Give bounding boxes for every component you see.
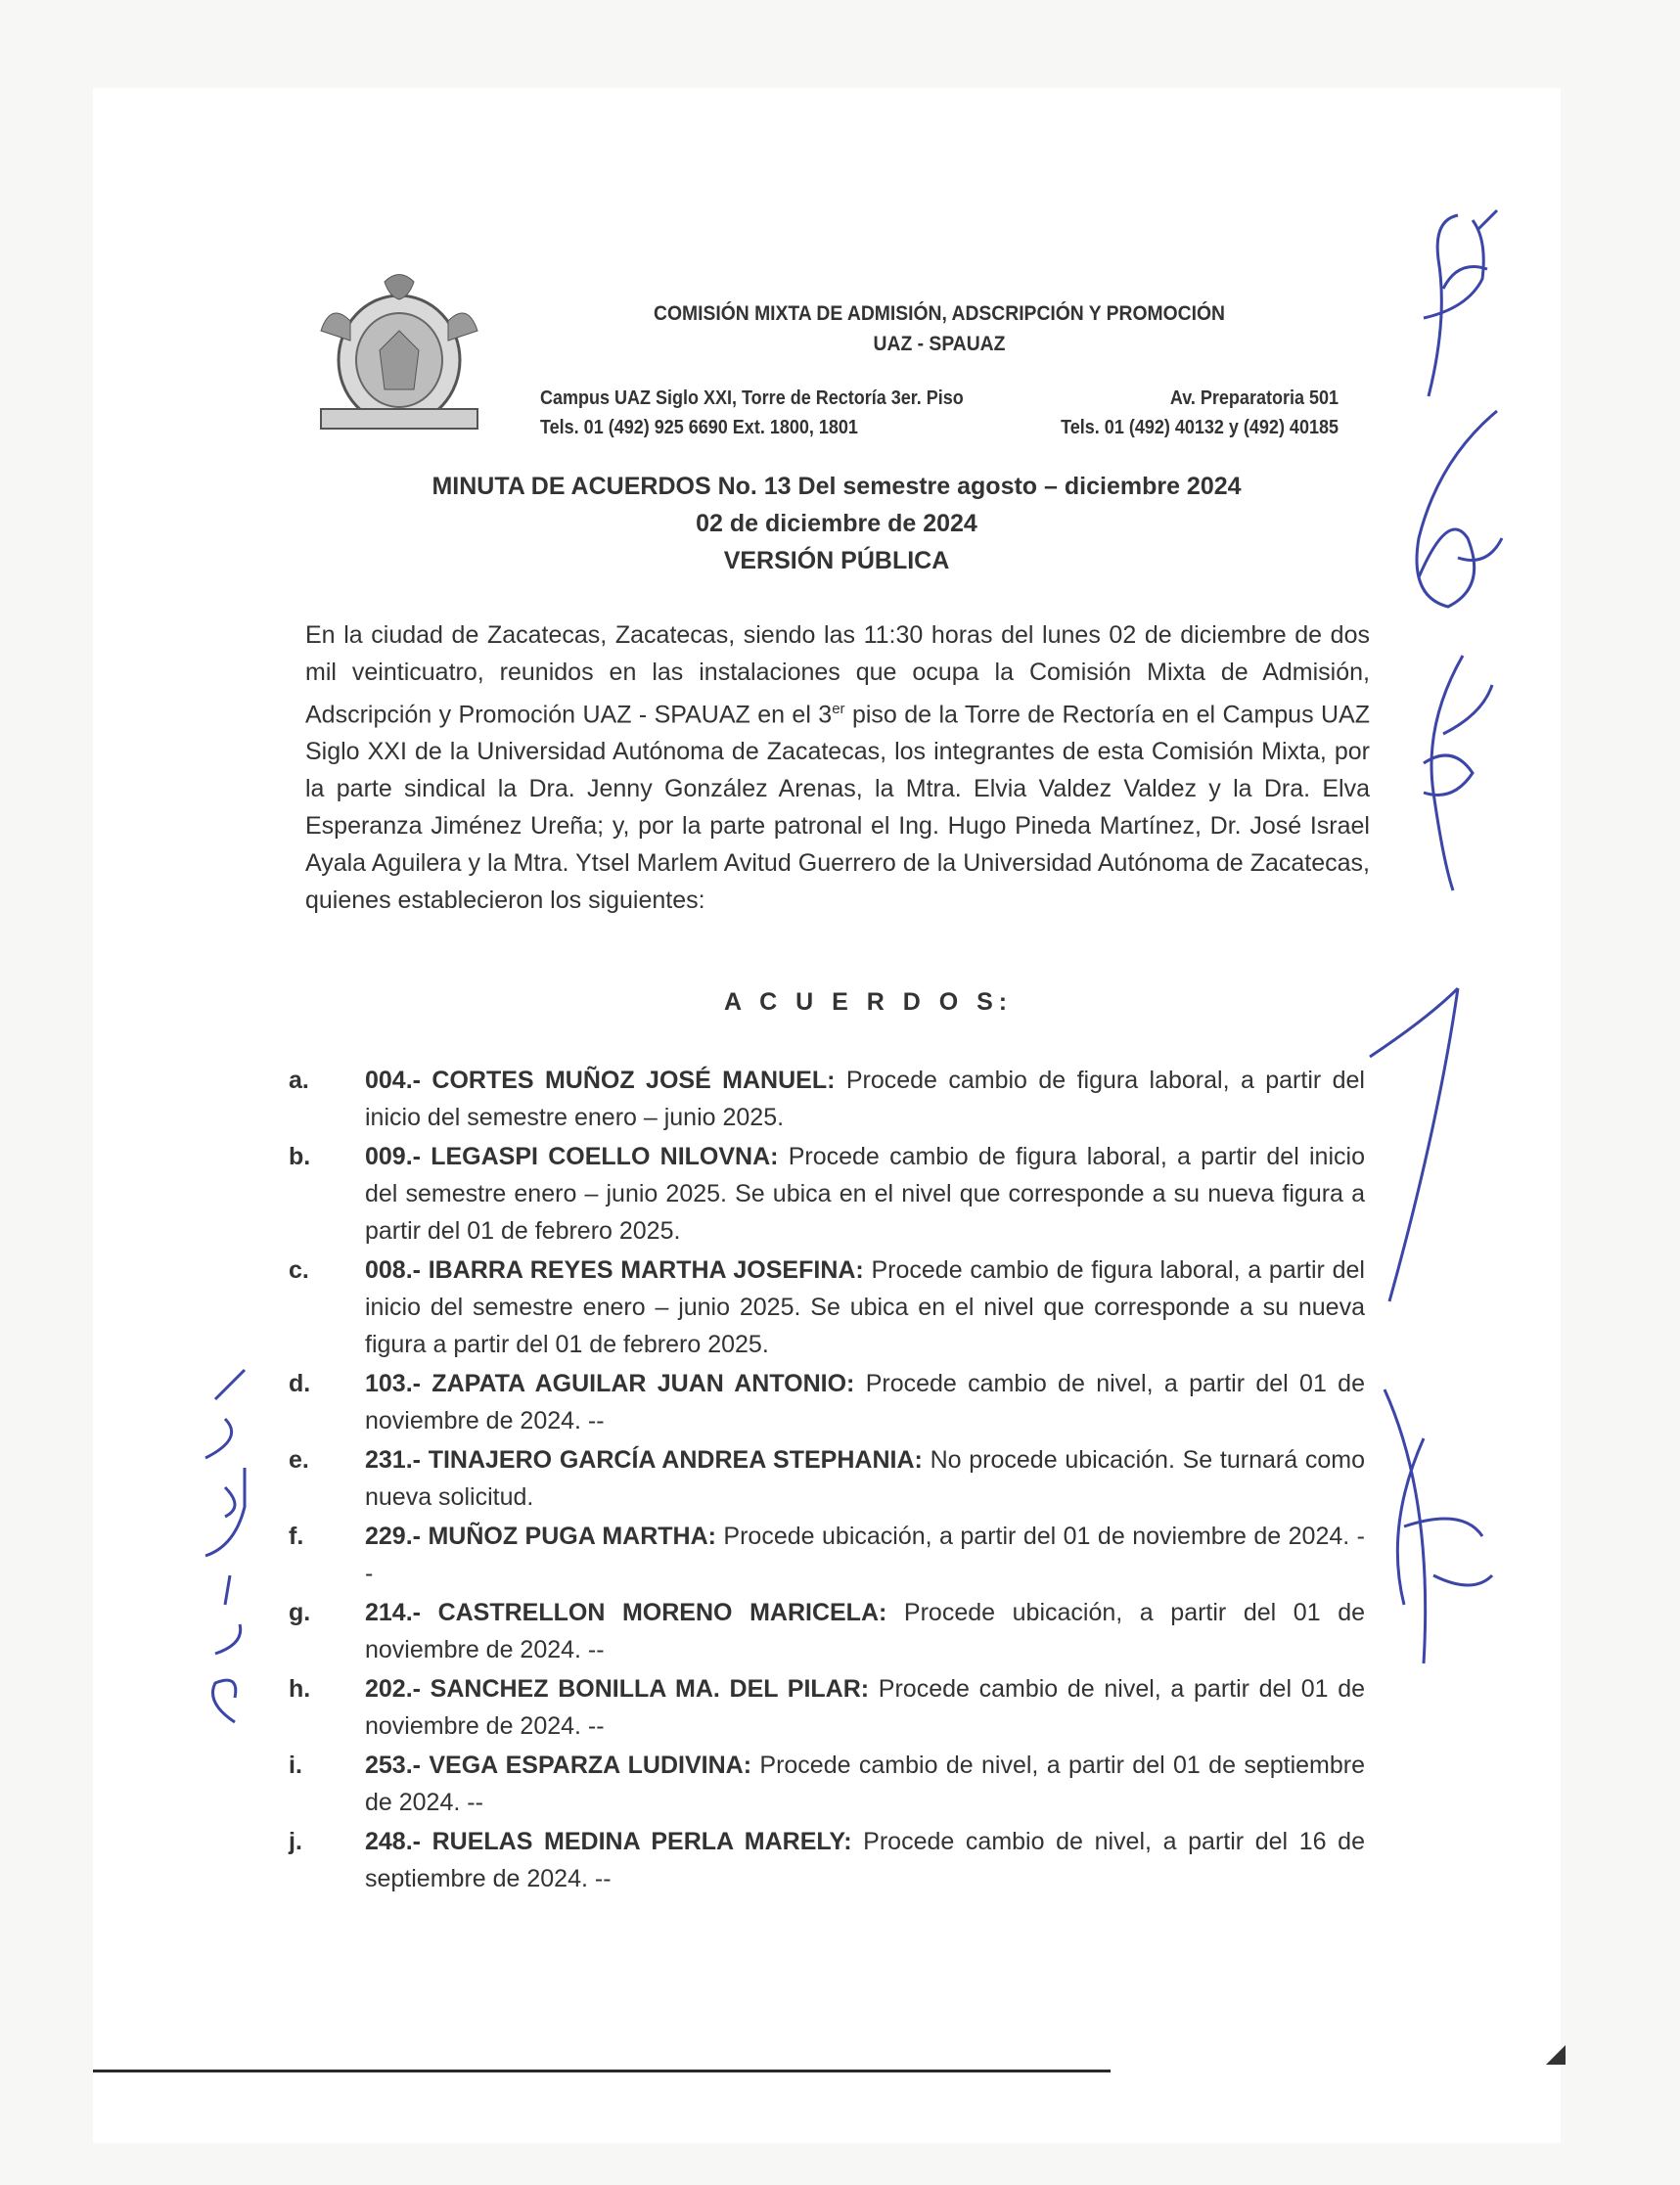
item-body: Procede cambio de nivel, a partir del 01 de septiembre de 2024. -- bbox=[365, 1752, 1366, 1816]
list-item bbox=[289, 1670, 1365, 1745]
list-item bbox=[289, 1062, 1365, 1136]
item-letter: c. bbox=[289, 1256, 309, 1284]
header-title-line2: UAZ - SPAUAZ bbox=[873, 333, 1006, 355]
item-text bbox=[365, 1594, 1365, 1668]
header-title bbox=[615, 298, 1263, 359]
item-body: Procede cambio de figura laboral, a partir del inicio del semestre enero – junio 2025. Se ubica en el nivel que corresponde a su nueva figura a partir del 01 de febrero 2025. bbox=[365, 1143, 1365, 1245]
item-text bbox=[365, 1747, 1365, 1821]
corner-mark bbox=[1541, 2040, 1570, 2070]
intro-part1: En la ciudad de Zacatecas, Zacatecas, siendo las 11:30 horas del lunes 02 de diciembre de dos mil veinticuatro, reunidos en las instalaciones que ocupa la Comisión Mixta de Admisión, Adscripción y Promoción UAZ - SPAUAZ en el 3 bbox=[305, 621, 1370, 729]
item-name: 103.- ZAPATA AGUILAR JUAN ANTONIO: bbox=[365, 1370, 855, 1397]
header-address-left bbox=[540, 384, 964, 442]
item-text bbox=[365, 1365, 1365, 1439]
list-item bbox=[289, 1518, 1365, 1592]
item-name: 214.- CASTRELLON MORENO MARICELA: bbox=[365, 1599, 887, 1626]
address-left-line2: Tels. 01 (492) 925 6690 Ext. 1800, 1801 bbox=[540, 417, 858, 438]
header-title-line1: COMISIÓN MIXTA DE ADMISIÓN, ADSCRIPCIÓN Y PROMOCIÓN bbox=[654, 302, 1225, 325]
list-item bbox=[289, 1823, 1365, 1897]
item-text bbox=[365, 1441, 1365, 1516]
item-letter: g. bbox=[289, 1599, 311, 1626]
address-right-line2: Tels. 01 (492) 40132 y (492) 40185 bbox=[1061, 417, 1339, 438]
address-right-line1: Av. Preparatoria 501 bbox=[1169, 387, 1339, 409]
item-letter: h. bbox=[289, 1675, 311, 1703]
minuta-version: VERSIÓN PÚBLICA bbox=[723, 547, 950, 574]
list-item bbox=[289, 1594, 1365, 1668]
item-name: 009.- LEGASPI COELLO NILOVNA: bbox=[365, 1143, 779, 1170]
item-body: Procede cambio de nivel, a partir del 01 de noviembre de 2024. -- bbox=[365, 1675, 1366, 1740]
minuta-heading bbox=[294, 468, 1380, 579]
header-address-right bbox=[1015, 384, 1339, 442]
item-name: 202.- SANCHEZ BONILLA MA. DEL PILAR: bbox=[365, 1675, 870, 1703]
item-name: 253.- VEGA ESPARZA LUDIVINA: bbox=[365, 1752, 752, 1779]
item-letter: d. bbox=[289, 1370, 311, 1397]
bottom-rule bbox=[93, 2070, 1111, 2072]
acuerdos-title: A C U E R D O S: bbox=[724, 988, 1014, 1016]
item-body: Procede cambio de figura laboral, a partir del inicio del semestre enero – junio 2025. Se ubica en el nivel que corresponde a su nueva figura a partir del 01 de febrero 2025. bbox=[365, 1256, 1365, 1358]
item-body: Procede ubicación, a partir del 01 de noviembre de 2024. -- bbox=[365, 1599, 1365, 1663]
signature-right-loop bbox=[1380, 401, 1517, 656]
item-text bbox=[365, 1138, 1365, 1250]
list-item bbox=[289, 1138, 1365, 1250]
item-text bbox=[365, 1518, 1365, 1592]
item-name: 008.- IBARRA REYES MARTHA JOSEFINA: bbox=[365, 1256, 864, 1284]
signature-left-margin bbox=[186, 1360, 264, 1732]
signature-right-line bbox=[1360, 979, 1477, 1311]
item-text bbox=[365, 1823, 1365, 1897]
item-letter: j. bbox=[289, 1828, 302, 1855]
item-name: 231.- TINAJERO GARCÍA ANDREA STEPHANIA: bbox=[365, 1446, 923, 1474]
item-letter: b. bbox=[289, 1143, 311, 1170]
minuta-line1: MINUTA DE ACUERDOS No. 13 Del semestre agosto – diciembre 2024 bbox=[431, 473, 1242, 500]
minuta-date: 02 de diciembre de 2024 bbox=[696, 510, 977, 537]
item-body: No procede ubicación. Se turnará como nueva solicitud. bbox=[365, 1446, 1365, 1511]
item-name: 248.- RUELAS MEDINA PERLA MARELY: bbox=[365, 1828, 852, 1855]
signature-right-middle bbox=[1394, 646, 1502, 900]
acuerdos-list bbox=[289, 1062, 1365, 1899]
item-name: 229.- MUÑOZ PUGA MARTHA: bbox=[365, 1523, 716, 1550]
item-text bbox=[365, 1670, 1365, 1745]
item-body: Procede ubicación, a partir del 01 de noviembre de 2024. -- bbox=[365, 1523, 1365, 1587]
intro-part2: piso de la Torre de Rectoría en el Campus UAZ Siglo XXI de la Universidad Autónoma de Zacatecas, los integrantes de esta Comisión Mixta, por la parte sindical la Dra. Jenny González Arenas, la Mtra. Elvia Valdez Valdez y la Dra. Elva Esperanza Jiménez Ureña; y, por la parte patronal el Ing. Hugo Pineda Martínez, Dr. José Israel Ayala Aguilera y la Mtra. Ytsel Marlem Avitud Guerrero de la Universidad Autónoma de Zacatecas, quienes establecieron los siguientes: bbox=[305, 701, 1370, 915]
item-letter: a. bbox=[289, 1067, 309, 1094]
item-letter: i. bbox=[289, 1752, 302, 1779]
item-letter: e. bbox=[289, 1446, 309, 1474]
item-name: 004.- CORTES MUÑOZ JOSÉ MANUEL: bbox=[365, 1067, 836, 1094]
item-body: Procede cambio de nivel, a partir del 01 de noviembre de 2024. -- bbox=[365, 1370, 1365, 1434]
address-left-line1: Campus UAZ Siglo XXI, Torre de Rectoría 3er. Piso bbox=[540, 387, 964, 409]
item-body: Procede cambio de nivel, a partir del 16 de septiembre de 2024. -- bbox=[365, 1828, 1365, 1892]
list-item bbox=[289, 1252, 1365, 1363]
item-letter: f. bbox=[289, 1523, 304, 1550]
item-body: Procede cambio de figura laboral, a partir del inicio del semestre enero – junio 2025. bbox=[365, 1067, 1365, 1131]
item-text bbox=[365, 1062, 1365, 1136]
list-item bbox=[289, 1441, 1365, 1516]
list-item bbox=[289, 1747, 1365, 1821]
signature-right-bottom bbox=[1365, 1380, 1502, 1673]
signature-top-right bbox=[1389, 201, 1507, 406]
university-seal-icon bbox=[311, 262, 487, 438]
item-text bbox=[365, 1252, 1365, 1363]
intro-superscript: er bbox=[832, 701, 845, 717]
intro-paragraph bbox=[305, 616, 1370, 919]
list-item bbox=[289, 1365, 1365, 1439]
